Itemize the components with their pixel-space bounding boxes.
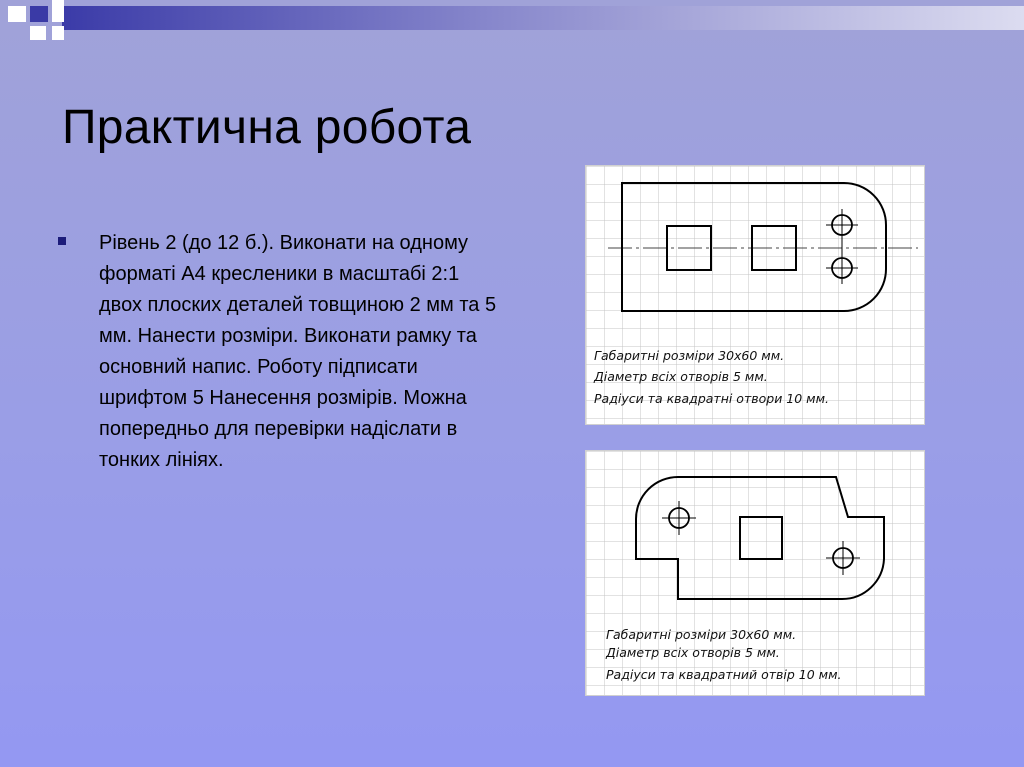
- decorative-header-band: [0, 0, 1024, 44]
- figure-note: Радіуси та квадратні отвори 10 мм.: [594, 391, 829, 406]
- decor-square: [8, 6, 26, 22]
- figure-note: Габаритні розміри 30х60 мм.: [594, 348, 785, 363]
- header-bar: [62, 6, 1024, 30]
- drawing-figure-2: [585, 450, 925, 696]
- decor-square: [52, 26, 64, 40]
- bullet-text: Рівень 2 (до 12 б.). Виконати на одному форматі А4 кресленики в масштабі 2:1 двох плоских деталей товщиною 2 мм та 5 мм. Нанести розміри. Виконати рамку та основний напис. Роботу підписати шрифтом 5 Нанесення розмірів. Можна попередньо для перевірки надіслати в тонких лініях.: [99, 232, 497, 471]
- slide-title: Практична робота: [62, 101, 472, 154]
- grid: [586, 166, 925, 425]
- bullet-square-icon: [58, 237, 66, 245]
- technical-drawing-1: [586, 166, 925, 425]
- figure-note: Габаритні розміри 30х60 мм.: [606, 627, 797, 642]
- decor-square: [52, 0, 64, 22]
- decor-square: [30, 6, 48, 22]
- figure-note: Радіуси та квадратний отвір 10 мм.: [606, 667, 842, 682]
- decor-square: [30, 26, 46, 40]
- figure-note: Діаметр всіх отворів 5 мм.: [594, 369, 768, 384]
- header-gradient: [0, 0, 1024, 44]
- figure-note: Діаметр всіх отворів 5 мм.: [606, 645, 780, 660]
- drawing-figure-1: [585, 165, 925, 425]
- technical-drawing-2: [586, 451, 925, 696]
